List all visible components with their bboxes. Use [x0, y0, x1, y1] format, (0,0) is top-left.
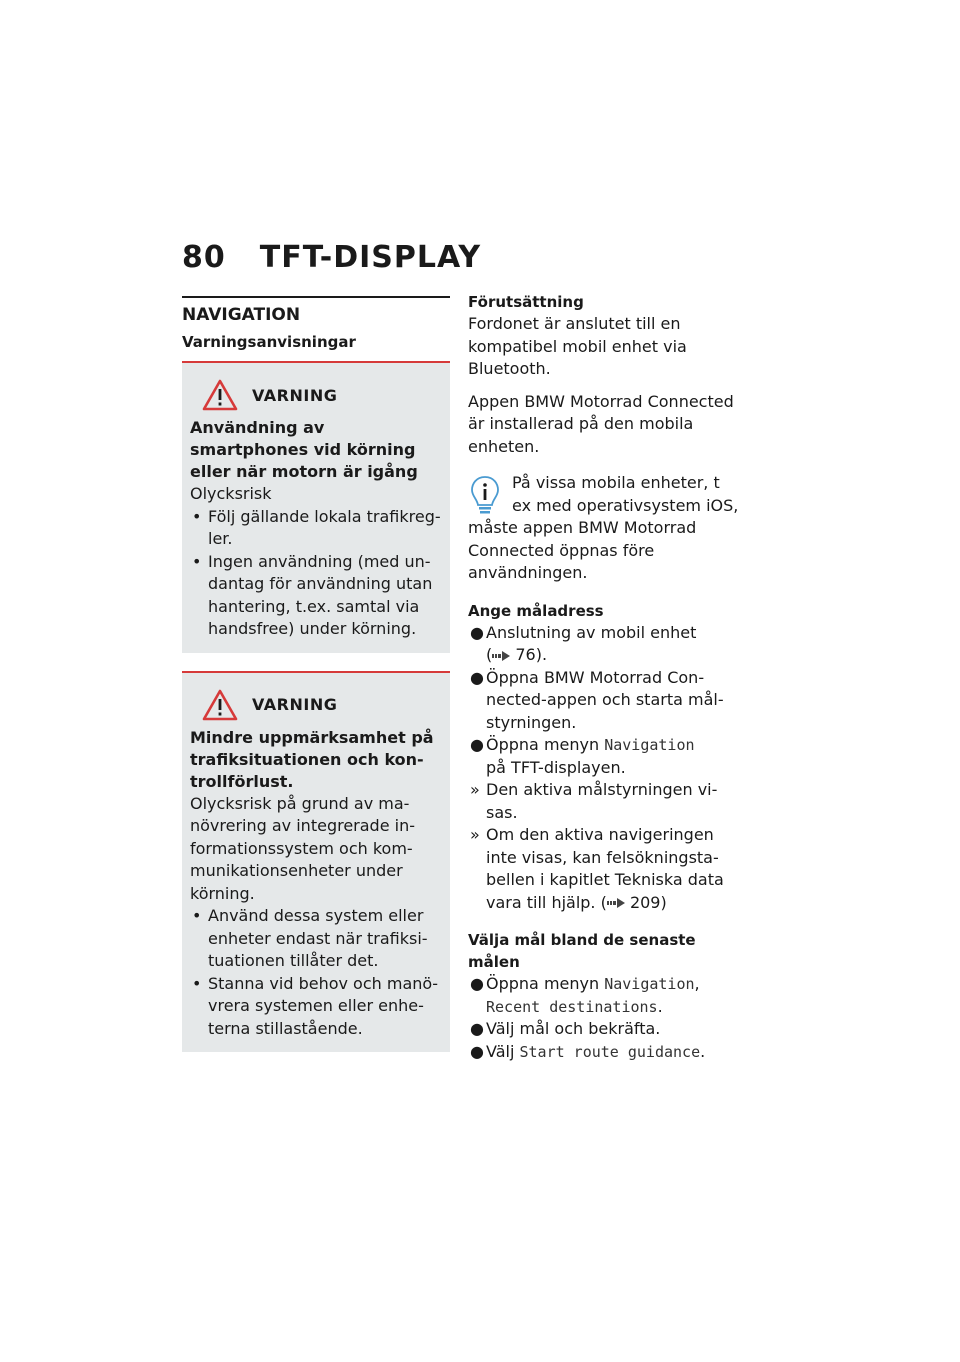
reference-arrow-icon [607, 898, 625, 908]
warning-title: Mindre uppmärksamhet på trafiksituationen och kontrollförlust. [190, 727, 434, 791]
warning-header [182, 377, 442, 413]
destination-title: Ange måladress [468, 601, 604, 620]
destination-steps [468, 622, 740, 915]
list-item: • Använd dessa system eller enheter endast när trafiksituationen tillåter det. [192, 906, 428, 970]
info-icon [468, 474, 502, 516]
warning-text: Olycksrisk på grund av manövrering av integrerade informationssystem och kommunikationsenheter under körning. [190, 793, 415, 903]
left-column [182, 296, 450, 1052]
chapter-title: TFT-DISPLAY [259, 240, 482, 275]
info-note [468, 472, 740, 585]
list-item: • Följ gällande lokala trafikregler. [192, 506, 441, 548]
warning-label: VARNING [252, 385, 338, 405]
page-number: 80 [182, 240, 226, 275]
section-subtitle: Varningsanvisningar [182, 333, 356, 351]
prereq-paragraph-1: Fordonet är anslutet till en kompatibel mobil enhet via Bluetooth. [468, 314, 687, 378]
page-header [182, 240, 481, 275]
list-item: ● Öppna BMW Motorrad Connected-appen och starta målstyrningen. [470, 667, 724, 732]
section-title: NAVIGATION [182, 305, 301, 325]
list-item: • Ingen användning (med undantag för användning utan hantering, t.ex. samtal via handsfree) under körning. [192, 551, 433, 638]
list-item: • Stanna vid behov och manövrera systemen eller enheterna stillastående. [192, 973, 438, 1038]
warning-header [182, 687, 442, 723]
warning-bullets [190, 506, 442, 641]
prereq-title: Förutsättning [468, 293, 584, 311]
recent-steps [468, 973, 740, 1063]
info-text: På vissa mobila enheter, t ex med operativsystem iOS, måste appen BMW Motorrad Connected öppnas före användningen. [468, 473, 739, 582]
list-item: ● Välj mål och bekräfta. [470, 1019, 661, 1038]
list-item: » Den aktiva målstyrningen visas. [470, 780, 718, 822]
right-column [468, 291, 740, 1063]
list-item: » Om den aktiva navigeringen inte visas, kan felsökningstabellen i kapitlet Tekniska data vara till hjälp. ( 209) [470, 825, 724, 912]
warning-text: Olycksrisk [190, 484, 272, 503]
warning-triangle-icon [202, 688, 238, 722]
list-item: ● Anslutning av mobil enhet ( 76). [470, 622, 697, 664]
warning-title: Användning av smartphones vid körning eller när motorn är igång [190, 418, 418, 481]
list-item: ● Välj Start route guidance. [470, 1041, 706, 1061]
warning-bullets [190, 905, 442, 1040]
list-item: ● Öppna menyn Navigation, Recent destinations. [470, 974, 700, 1016]
warning-triangle-icon [202, 378, 238, 412]
recent-title: Välja mål bland de senaste målen [468, 931, 696, 971]
list-item: ● Öppna menyn Navigation på TFT-displayen. [470, 735, 695, 777]
warning-label: VARNING [252, 695, 338, 714]
warning-box-1 [182, 361, 450, 653]
reference-arrow-icon [492, 651, 510, 661]
warning-box-2 [182, 671, 450, 1053]
prereq-paragraph-2: Appen BMW Motorrad Connected är installerad på den mobila enheten. [468, 391, 734, 456]
